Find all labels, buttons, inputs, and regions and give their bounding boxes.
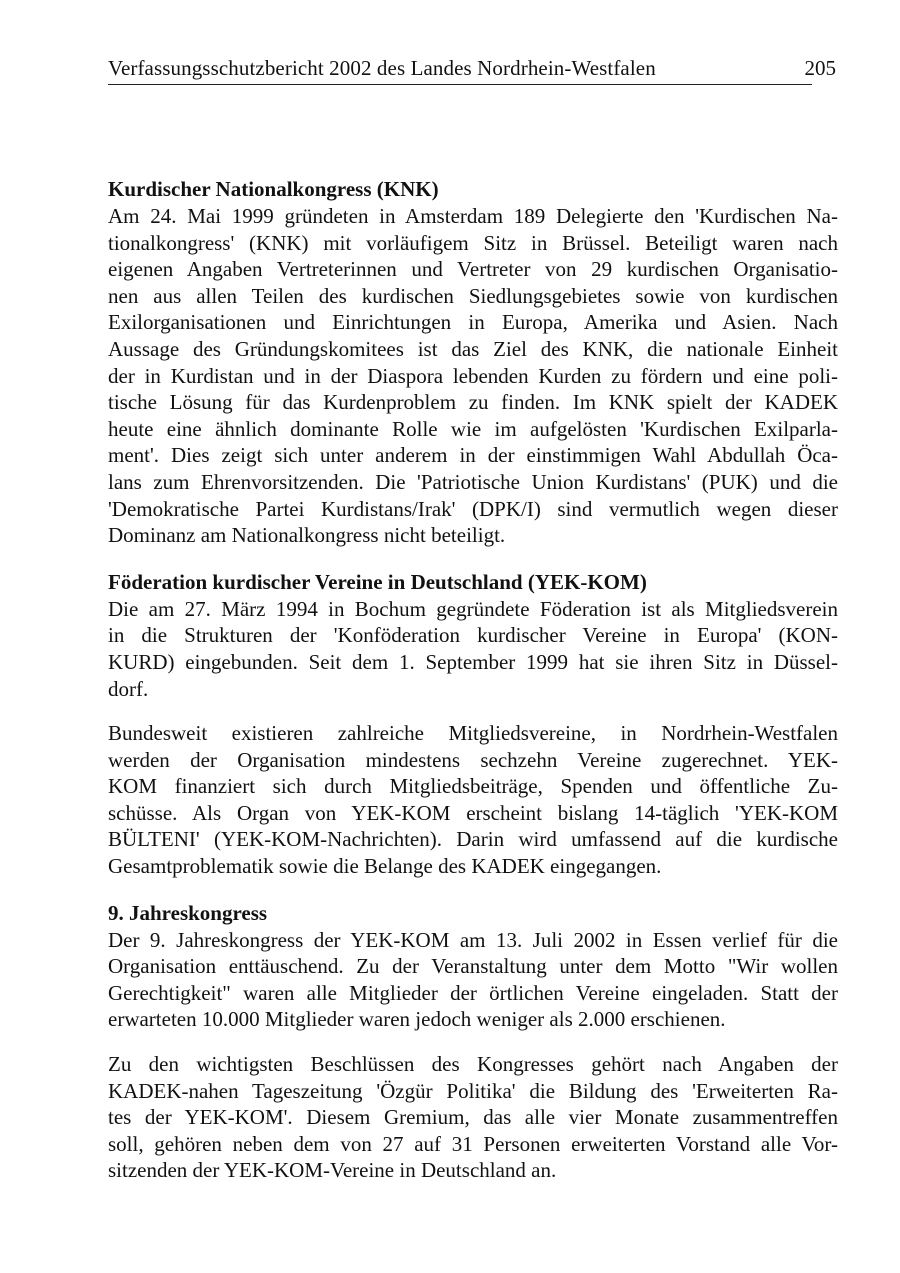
page-number: 205: [804, 56, 836, 80]
text-line: KOM finanziert sich durch Mitgliedsbeiträge, Spenden und öffentliche Zu-: [108, 774, 838, 799]
text-line: der in Kurdistan und in der Diaspora lebenden Kurden zu fördern und eine poli-: [108, 363, 838, 388]
text-line: tische Lösung für das Kurdenproblem zu finden. Im KNK spielt der KADEK: [108, 390, 838, 415]
running-header-title: Verfassungsschutzbericht 2002 des Landes Nordrhein-Westfalen: [108, 56, 656, 80]
text-line: Am 24. Mai 1999 gründeten in Amsterdam 189 Delegierte den 'Kurdischen Na-: [108, 204, 838, 228]
section-heading: Kurdischer Nationalkongress (KNK): [108, 177, 439, 201]
text-line: Aussage des Gründungskomitees ist das Ziel des KNK, die nationale Einheit: [108, 336, 838, 361]
paragraph: [108, 596, 838, 702]
text-line: Organisation enttäuschend. Zu der Veranstaltung unter dem Motto "Wir wollen: [108, 954, 838, 979]
text-line: Zu den wichtigsten Beschlüssen des Kongresses gehört nach Angaben der: [108, 1052, 838, 1077]
paragraph: [108, 203, 838, 549]
text-line: werden der Organisation mindestens sechzehn Vereine zugerechnet. YEK-: [108, 747, 838, 772]
text-line: KURD) eingebunden. Seit dem 1. September 1999 hat sie ihren Sitz in Düssel-: [108, 649, 838, 674]
text-line: erwarteten 10.000 Mitglieder waren jedoch weniger als 2.000 erschienen.: [108, 1007, 726, 1032]
text-line: lans zum Ehrenvorsitzenden. Die 'Patriotische Union Kurdistans' (PUK) und die: [108, 469, 838, 494]
text-line: eigenen Angaben Vertreterinnen und Vertreter von 29 kurdischen Organisatio-: [108, 257, 838, 282]
text-line: sitzenden der YEK-KOM-Vereine in Deutschland an.: [108, 1158, 557, 1183]
text-line: Exilorganisationen und Einrichtungen in Europa, Amerika und Asien. Nach: [108, 310, 838, 335]
text-line: Die am 27. März 1994 in Bochum gegründete Föderation ist als Mitgliedsverein: [108, 596, 838, 621]
text-line: nen aus allen Teilen des kurdischen Siedlungsgebietes sowie von kurdischen: [108, 283, 838, 308]
section-jahreskongress: [108, 900, 838, 1184]
text-line: Dominanz am Nationalkongress nicht beteiligt.: [108, 523, 506, 548]
text-line: ment'. Dies zeigt sich unter anderem in der einstimmigen Wahl Abdullah Öca-: [108, 443, 838, 468]
section-heading: Föderation kurdischer Vereine in Deutschland (YEK-KOM): [108, 569, 647, 594]
paragraph: [108, 1051, 838, 1184]
text-line: dorf.: [108, 676, 149, 701]
text-line: tionalkongress' (KNK) mit vorläufigem Sitz in Brüssel. Beteiligt waren nach: [108, 230, 838, 255]
section-heading: 9. Jahreskongress: [108, 900, 268, 925]
section-yek-kom: [108, 569, 838, 880]
section-knk: [108, 176, 838, 549]
text-line: Der 9. Jahreskongress der YEK-KOM am 13. Juli 2002 in Essen verlief für die: [108, 927, 838, 952]
text-line: soll, gehören neben dem von 27 auf 31 Personen erweiterten Vorstand alle Vor-: [108, 1131, 838, 1156]
text-line: in die Strukturen der 'Konföderation kurdischer Vereine in Europa' (KON-: [108, 623, 838, 648]
text-line: Gerechtigkeit" waren alle Mitglieder der örtlichen Vereine eingeladen. Statt der: [108, 980, 838, 1005]
paragraph: [108, 927, 838, 1033]
text-line: schüsse. Als Organ von YEK-KOM erscheint bislang 14-täglich 'YEK-KOM: [108, 800, 838, 825]
text-line: tes der YEK-KOM'. Diesem Gremium, das alle vier Monate zusammentreffen: [108, 1105, 838, 1130]
paragraph: [108, 720, 838, 880]
text-line: BÜLTENI' (YEK-KOM-Nachrichten). Darin wird umfassend auf die kurdische: [108, 827, 838, 852]
text-line: Gesamtproblematik sowie die Belange des KADEK eingegangen.: [108, 854, 662, 879]
text-line: Bundesweit existieren zahlreiche Mitgliedsvereine, in Nordrhein-Westfalen: [108, 721, 838, 746]
text-line: KADEK-nahen Tageszeitung 'Özgür Politika' die Bildung des 'Erweiterten Ra-: [108, 1078, 838, 1103]
page-content: [108, 176, 838, 1184]
text-line: heute eine ähnlich dominante Rolle wie im aufgelösten 'Kurdischen Exilparla-: [108, 416, 838, 441]
text-line: 'Demokratische Partei Kurdistans/Irak' (DPK/I) sind vermutlich wegen dieser: [108, 496, 838, 521]
page-header: [108, 52, 836, 85]
